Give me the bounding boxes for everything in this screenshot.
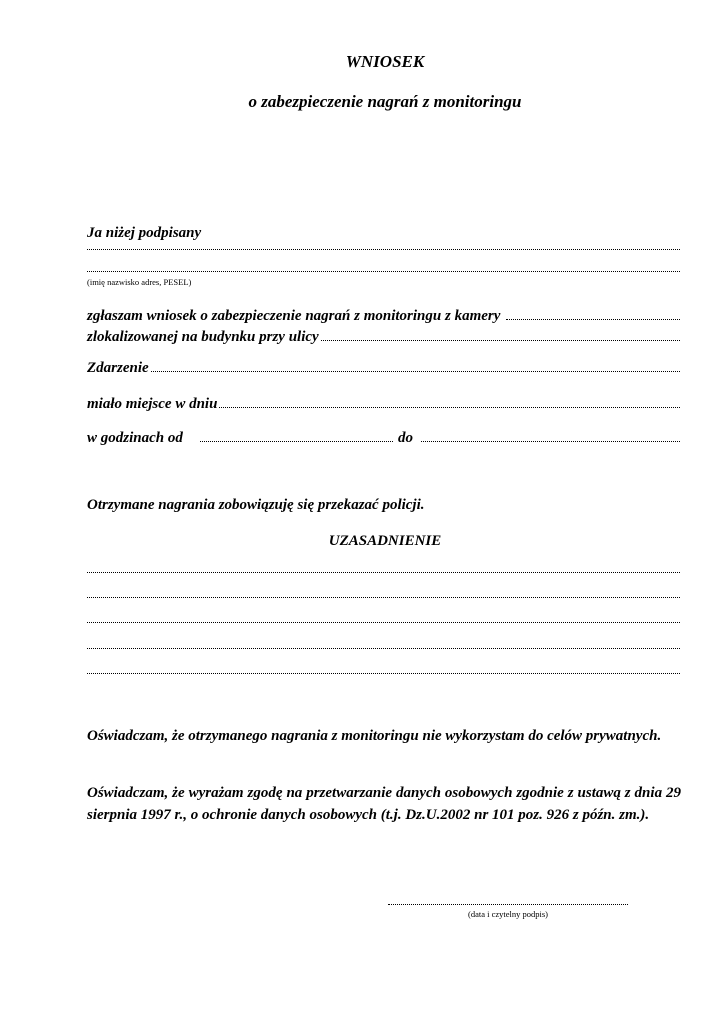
signature-hint: (data i czytelny podpis)	[467, 909, 548, 919]
event-field[interactable]	[151, 371, 680, 372]
event-label: Zdarzenie	[87, 360, 149, 376]
hours-from-label: w godzinach od	[87, 430, 183, 446]
signer-field-line-1[interactable]	[87, 249, 680, 250]
camera-field[interactable]	[506, 319, 680, 320]
date-field[interactable]	[219, 407, 680, 408]
event-row	[87, 360, 680, 377]
signer-label: Ja niżej podpisany	[87, 225, 202, 241]
street-field[interactable]	[321, 340, 680, 341]
police-statement: Otrzymane nagrania zobowiązuję się przekazać policji.	[87, 497, 425, 513]
declaration-private: Oświadczam, że otrzymanego nagrania z monitoringu nie wykorzystam do celów prywatnych.	[87, 728, 662, 744]
hours-to-label: do	[398, 430, 413, 446]
justification-line-4[interactable]	[87, 648, 680, 649]
hours-from-field[interactable]	[200, 441, 393, 442]
request-line-1: zgłaszam wniosek o zabezpieczenie nagrań z monitoringu z kamery	[87, 308, 501, 324]
signer-field-line-2[interactable]	[87, 271, 680, 272]
signature-field[interactable]	[388, 904, 628, 905]
justification-line-5[interactable]	[87, 673, 680, 674]
justification-line-3[interactable]	[87, 622, 680, 623]
document-subtitle: o zabezpieczenie nagrań z monitoringu	[248, 92, 522, 111]
justification-heading: UZASADNIENIE	[328, 533, 442, 549]
declaration-consent: Oświadczam, że wyrażam zgodę na przetwarzanie danych osobowych zgodnie z ustawą z dnia 29 sierpnia 1997 r., o ochronie danych osobowych (t.j. Dz.U.2002 nr 101 poz. 926 z późn. zm.).	[87, 785, 681, 823]
street-row	[87, 329, 680, 346]
justification-line-2[interactable]	[87, 597, 680, 598]
date-row	[87, 396, 680, 413]
date-label: miało miejsce w dniu	[87, 396, 218, 412]
request-line-2: zlokalizowanej na budynku przy ulicy	[87, 329, 319, 345]
hours-to-field[interactable]	[421, 441, 680, 442]
camera-row	[87, 308, 680, 325]
justification-line-1[interactable]	[87, 572, 680, 573]
document-title: WNIOSEK	[345, 52, 425, 71]
signer-hint: (imię nazwisko adres, PESEL)	[87, 277, 192, 287]
